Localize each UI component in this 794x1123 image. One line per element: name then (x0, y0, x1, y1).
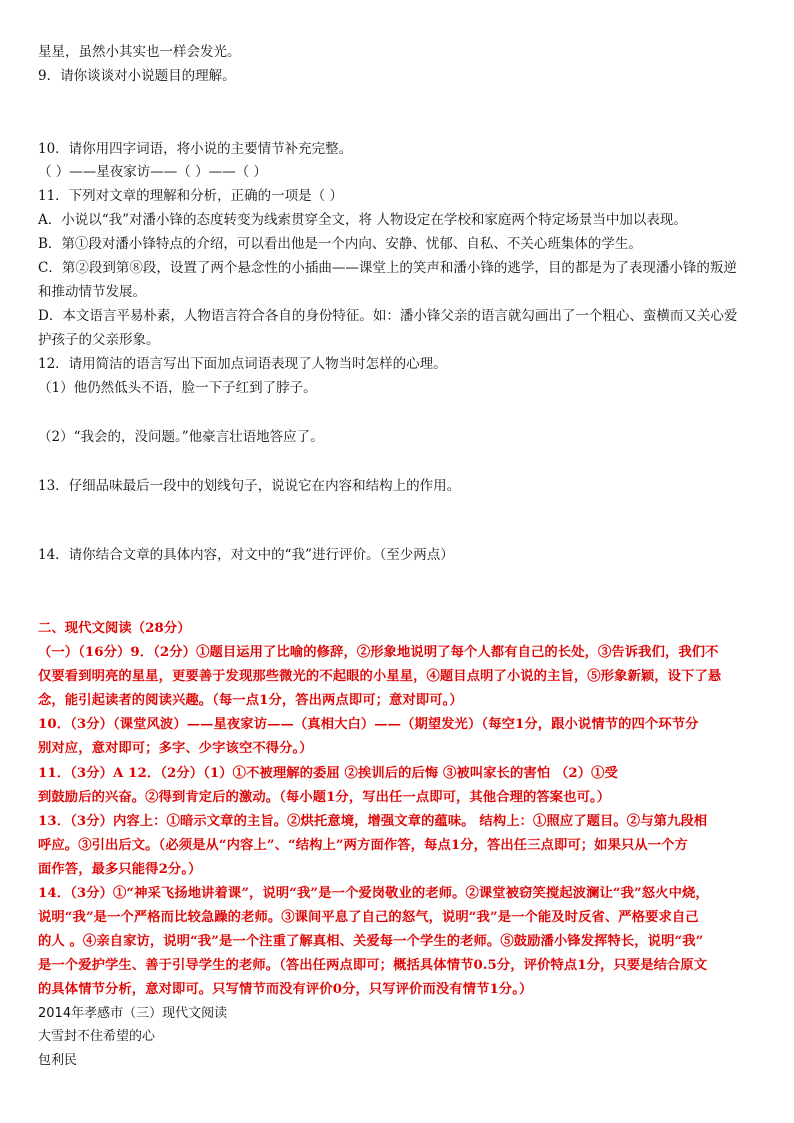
answer-line: 念，能引起读者的阅读兴趣。（每一点1分，答出两点即可；意对即可。） (38, 693, 463, 708)
question-14: 14．请你结合文章的具体内容，对文中的“我”进行评价。（至少两点） (38, 547, 454, 563)
question-12: 12．请用简洁的语言写出下面加点词语表现了人物当时怎样的心理。 (38, 356, 447, 372)
article-author: 包利民 (38, 1053, 78, 1068)
question-9: 9．请你谈谈对小说题目的理解。 (38, 68, 236, 84)
answer-heading: 二、现代文阅读（28分） (38, 621, 191, 636)
option-c-cont: 和推动情节发展。 (38, 284, 146, 300)
question-10: 10．请你用四字词语，将小说的主要情节补充完整。 (38, 141, 353, 157)
passage-line: 星星，虽然小其实也一样会发光。 (38, 44, 241, 60)
answer-line: 10．（3分）（课堂风波）——星夜家访——（真相大白）——（期望发光）（每空1分，跟小说情节的四个环节分 (38, 717, 699, 732)
answer-line: 11．（3分）A 12．（2分）（1）①不被理解的委屈 ②挨训后的后悔 ③被叫家长的害怕 （2）①受 (38, 766, 618, 781)
option-d: D．本文语言平易朴素，人物语言符合各自的身份特征。如：潘小锋父亲的语言就勾画出了一个粗心、蛮横而又关心爱 (38, 308, 738, 324)
answer-line: 呼应。③引出后文。（必须是从“内容上”、“结构上”两方面作答，每点1分，答出任三点即可；如果只从一个方 (38, 838, 688, 853)
answer-line: 仅要看到明亮的星星，更要善于发现那些微光的不起眼的小星星，④题目点明了小说的主旨，⑤形象新颖，设下了悬 (38, 669, 722, 684)
question-12-1: （1）他仍然低头不语，脸一下子红到了脖子。 (38, 380, 317, 396)
answer-line: 说明“我”是一个严格而比较急躁的老师。③课间平息了自己的怒气，说明“我”是一个能及时反省、严格要求自己 (38, 910, 699, 925)
answer-line: 别对应，意对即可；多字、少字该空不得分。） (38, 741, 313, 756)
answer-line: 13．（3分）内容上：①暗示文章的主旨。②烘托意境，增强文章的蕴味。 结构上：①照应了题目。②与第九段相 (38, 814, 708, 829)
option-a: A．小说以“我”对潘小锋的态度转变为线索贯穿全文，将 人物设定在学校和家庭两个特定场景当中加以表现。 (38, 212, 687, 228)
question-13: 13．仔细品味最后一段中的划线句子，说说它在内容和结构上的作用。 (38, 478, 461, 494)
answer-line: （一）（16分）9．（2分）①题目运用了比喻的修辞，②形象地说明了每个人都有自己的长处，③告诉我们，我们不 (38, 645, 719, 660)
option-c: C．第②段到第⑧段，设置了两个悬念性的小插曲——课堂上的笑声和潘小锋的逃学，目的都是为了表现潘小锋的叛逆 (38, 260, 737, 276)
option-d-cont: 护孩子的父亲形象。 (38, 332, 160, 348)
answer-line: 的具体情节分析，意对即可。只写情节而没有评价0分，只写评价而没有情节1分。） (38, 982, 533, 997)
question-10-blanks: （ ）——星夜家访——（ ）——（ ） (38, 164, 267, 180)
answer-line: 到鼓励后的兴奋。②得到肯定后的激动。（每小题1分，写出任一点即可，其他合理的答案也可。） (38, 790, 611, 805)
question-12-2: （2）“我会的，没问题。”他豪言壮语地答应了。 (38, 429, 324, 445)
answer-line: 面作答，最多只能得2分。） (38, 862, 202, 877)
option-b: B．第①段对潘小锋特点的介绍，可以看出他是一个内向、安静、忧郁、自私、不关心班集体的学生。 (38, 236, 642, 252)
answer-line: 是一个爱护学生、善于引导学生的老师。（答出任两点即可；概括具体情节0.5分，评价特点1分，只要是结合原文 (38, 958, 708, 973)
answer-line: 的人 。④亲自家访，说明“我”是一个注重了解真相、关爱每一个学生的老师。⑤鼓励潘小锋发挥特长，说明“我” (38, 934, 704, 949)
article-title: 大雪封不住希望的心 (38, 1029, 156, 1044)
answer-line: 14．（3分）①“神采飞扬地讲着课”，说明“我”是一个爱岗敬业的老师。②课堂被窃笑搅起波澜让“我”怒火中烧， (38, 886, 709, 901)
question-11: 11．下列对文章的理解和分析，正确的一项是（ ） (38, 188, 343, 204)
section-title: 2014年孝感市（三）现代文阅读 (38, 1006, 228, 1021)
